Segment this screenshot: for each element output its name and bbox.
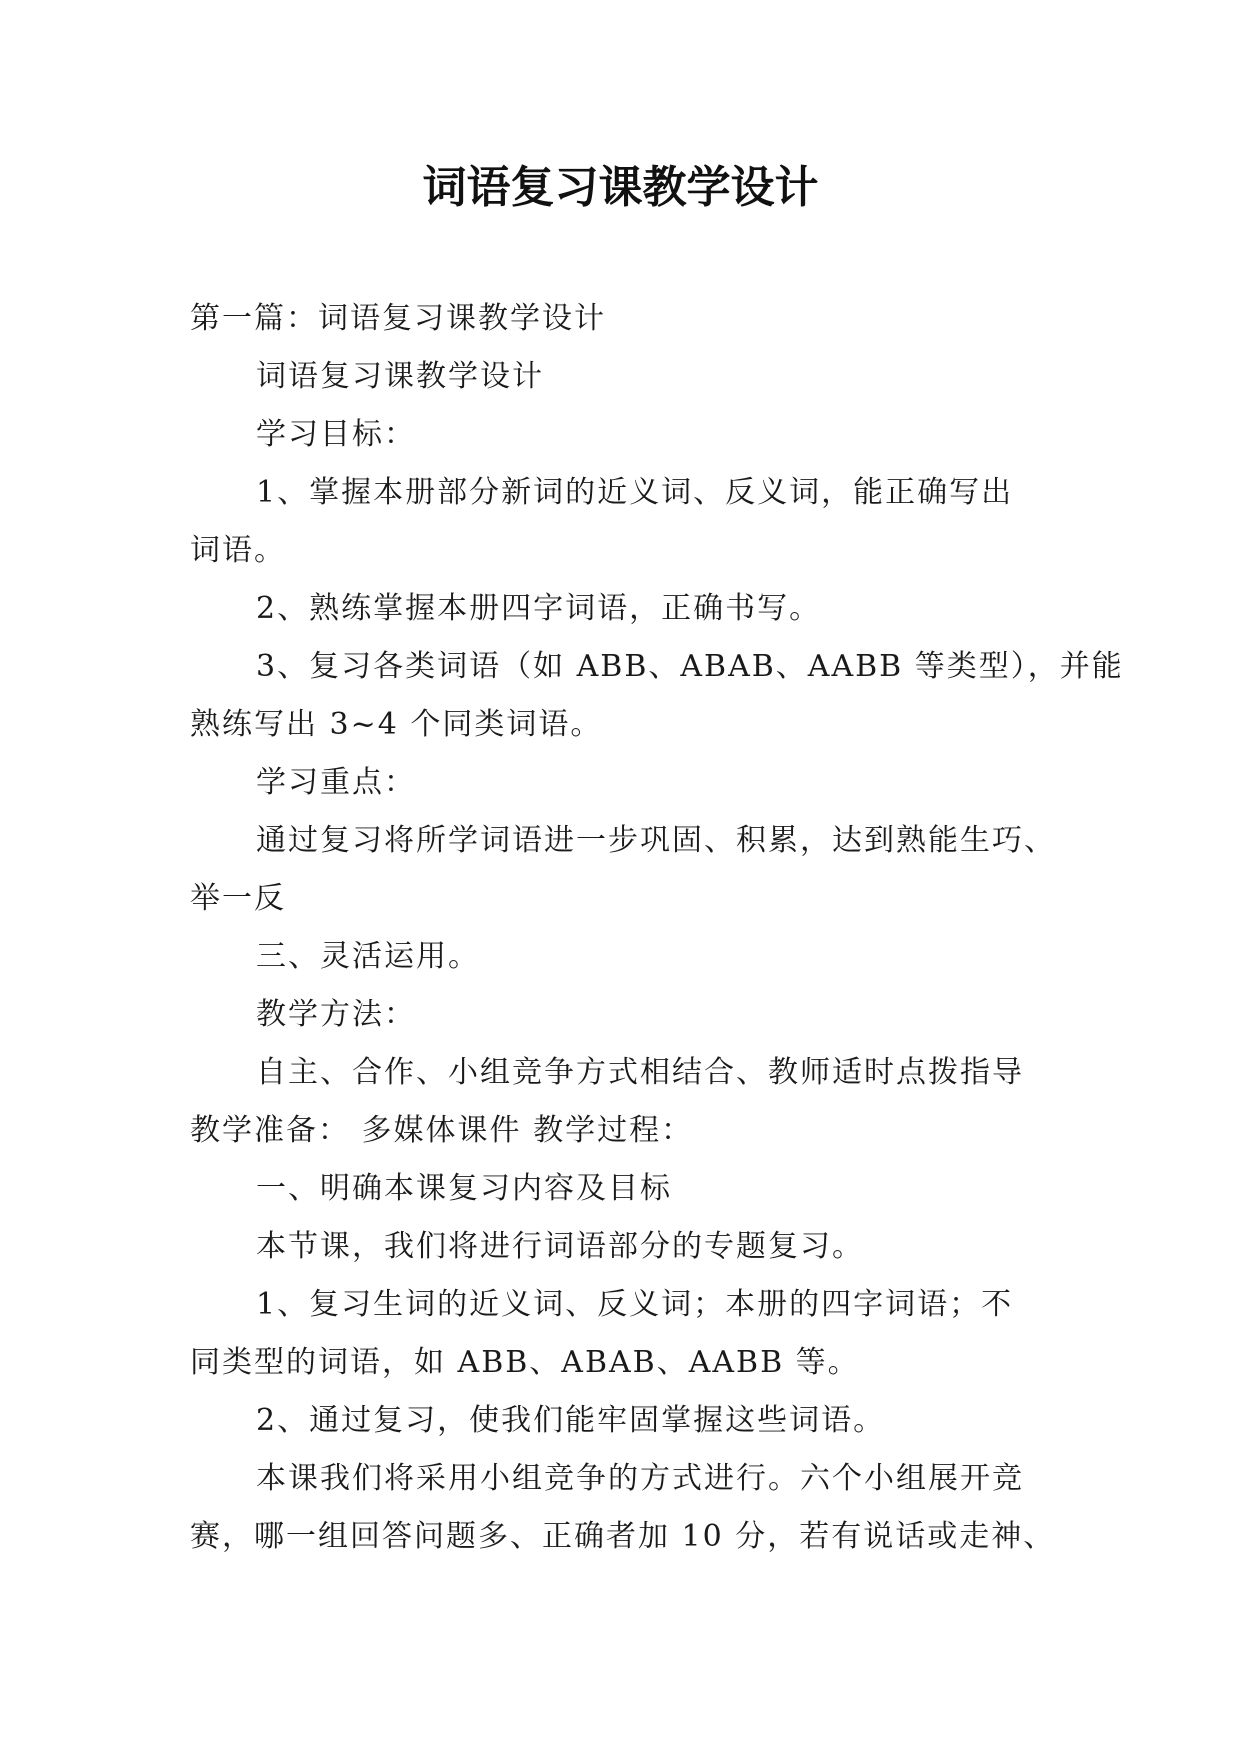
text-line: 一、明确本课复习内容及目标: [256, 1171, 672, 1206]
text-line: 教学准备： 多媒体课件 教学过程：: [190, 1113, 694, 1148]
text-line: 同类型的词语，如 ABB、ABAB、AABB 等。: [190, 1345, 860, 1380]
document-title: 词语复习课教学设计: [422, 162, 819, 213]
text-line: 举一反: [190, 881, 286, 916]
text-line: 学习重点：: [256, 765, 416, 800]
text-line: 本课我们将采用小组竞争的方式进行。六个小组展开竞: [256, 1461, 1024, 1496]
text-line: 本节课，我们将进行词语部分的专题复习。: [256, 1229, 864, 1264]
text-line: 三、灵活运用。: [256, 939, 480, 974]
text-line: 学习目标：: [256, 417, 416, 452]
text-line: 通过复习将所学词语进一步巩固、积累，达到熟能生巧、: [256, 823, 1056, 858]
text-line: 2、熟练掌握本册四字词语，正确书写。: [256, 591, 822, 626]
text-line: 教学方法：: [256, 997, 416, 1032]
text-line: 词语。: [190, 533, 286, 568]
text-line: 第一篇：词语复习课教学设计: [190, 301, 606, 336]
text-line: 赛，哪一组回答问题多、正确者加 10 分，若有说话或走神、: [190, 1519, 1056, 1554]
text-line: 2、通过复习，使我们能牢固掌握这些词语。: [256, 1403, 886, 1438]
text-line: 熟练写出 3~4 个同类词语。: [190, 707, 603, 742]
text-line: 1、掌握本册部分新词的近义词、反义词，能正确写出: [256, 475, 1014, 510]
text-line: 1、复习生词的近义词、反义词；本册的四字词语；不: [256, 1287, 1014, 1322]
text-line: 自主、合作、小组竞争方式相结合、教师适时点拨指导: [256, 1055, 1024, 1090]
text-line: 3、复习各类词语（如 ABB、ABAB、AABB 等类型），并能: [256, 649, 1124, 684]
document-body: [190, 290, 1124, 1566]
text-line: 词语复习课教学设计: [256, 359, 544, 394]
